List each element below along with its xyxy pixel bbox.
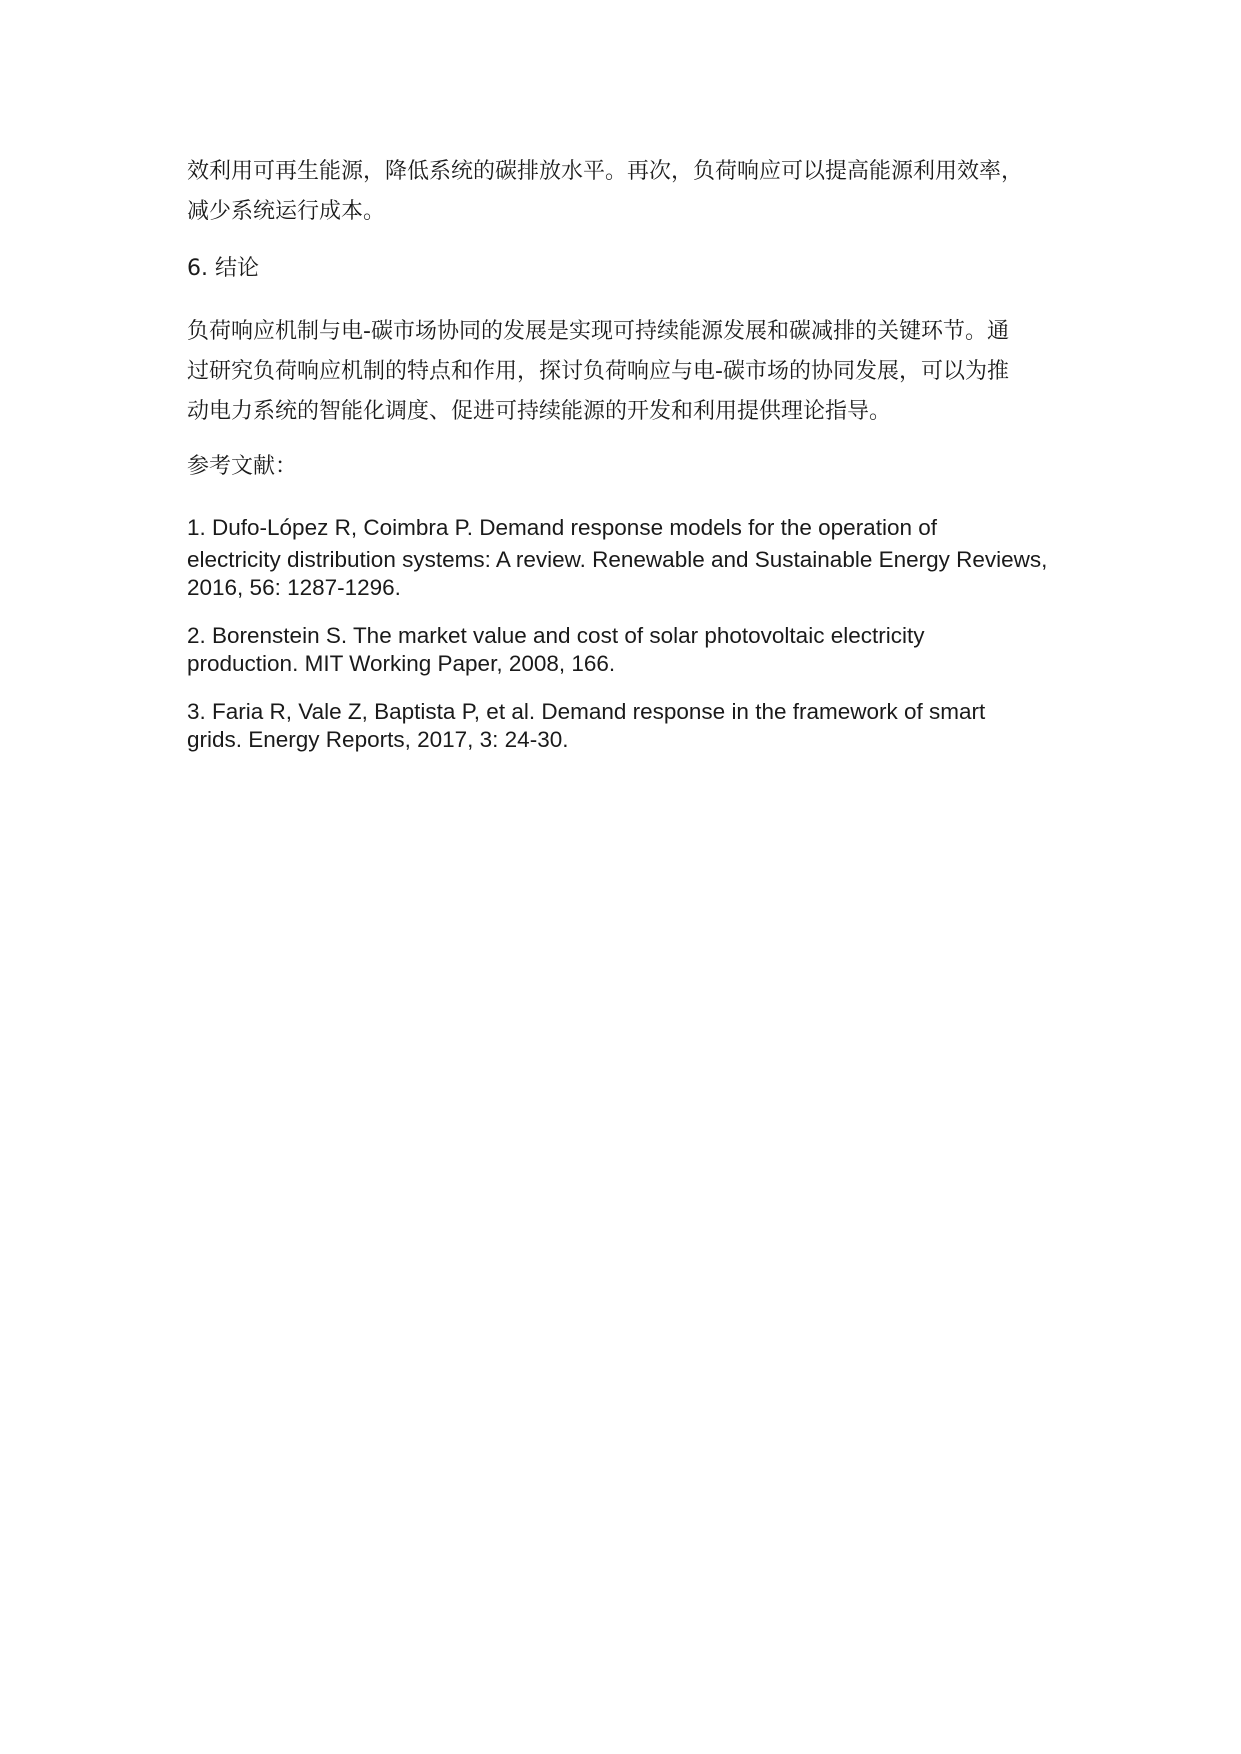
reference-2-line-1: 2. Borenstein S. The market value and cost of solar photovoltaic electricity: [187, 623, 925, 648]
reference-item-2: [187, 622, 1077, 678]
references-heading: 参考文献：: [187, 454, 298, 479]
reference-item-1: [187, 514, 1077, 602]
reference-2-line-2: production. MIT Working Paper, 2008, 166.: [187, 651, 616, 676]
reference-1-line-2: electricity distribution systems: A review. Renewable and Sustainable Energy Reviews,: [187, 547, 1048, 572]
reference-1-line-3: 2016, 56: 1287-1296.: [187, 575, 401, 600]
conclusion-line-2: 过研究负荷响应机制的特点和作用，探讨负荷响应与电-碳市场的协同发展，可以为推: [187, 359, 1009, 384]
conclusion-paragraph: [187, 312, 1077, 432]
conclusion-line-1: 负荷响应机制与电-碳市场协同的发展是实现可持续能源发展和碳减排的关键环节。通: [187, 319, 1009, 344]
reference-3-line-2: grids. Energy Reports, 2017, 3: 24-30.: [187, 727, 569, 752]
conclusion-heading: 6. 结论: [187, 256, 259, 281]
reference-3-line-1: 3. Faria R, Vale Z, Baptista P, et al. Demand response in the framework of smart: [187, 699, 986, 724]
conclusion-line-3: 动电力系统的智能化调度、促进可持续能源的开发和利用提供理论指导。: [187, 399, 892, 424]
intro-paragraph: [187, 152, 1077, 232]
intro-line-1: 效利用可再生能源，降低系统的碳排放水平。再次，负荷响应可以提高能源利用效率，: [187, 159, 1024, 184]
reference-1-line-1: 1. Dufo-López R, Coimbra P. Demand response models for the operation of: [187, 515, 937, 540]
intro-line-2: 减少系统运行成本。: [187, 199, 386, 224]
reference-item-3: [187, 698, 1077, 754]
